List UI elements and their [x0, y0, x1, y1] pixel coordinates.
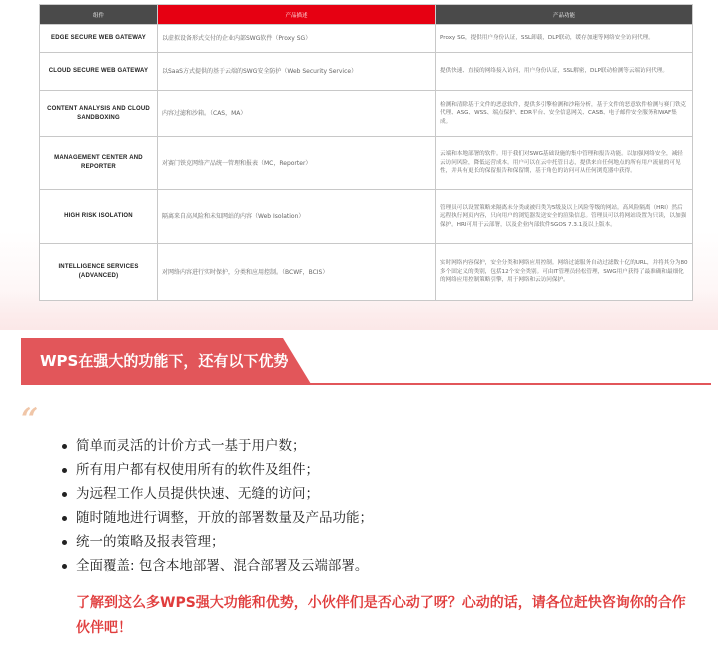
component-function: 管理员可以设置策略来隔离未分类或被归类为5级及以上风险等级的网站。高风险隔离（HRI）然后远程执行网页内容，只向用户的浏览器发送安全的渲染信息。管理员可以将网站设置为只读，以加强保护。HRI可用于云部署，以及企业内部软件SGOS 7.3.1及以上版本。 — [436, 190, 693, 244]
product-table — [39, 4, 693, 301]
list-item: 随时随地进行调整，开放的部署数量及产品功能； — [62, 508, 373, 532]
component-description: 内容过滤和沙箱。（CAS，MA） — [158, 91, 436, 137]
table-header-row — [40, 5, 693, 25]
table-row — [40, 137, 693, 190]
header-function: 产品功能 — [436, 5, 693, 25]
component-description: 对网络内容进行实时保护，分类和应用控制。（BCWF，BCIS） — [158, 244, 436, 301]
component-name: CLOUD SECURE WEB GATEWAY — [40, 53, 158, 91]
component-function: 云端和本地部署的软件。用于我们对SWG基础设施的集中管理和报告功能。以加强网络安全，减轻云访问风险，降低运营成本。用户可以在云中托管日志，提供来自任何地点的所有用户流量的可见性，并具有更长的保留报告和保留期，基于角色的访问可从任何浏览器中获得。 — [436, 137, 693, 190]
component-function: Proxy SG，提供用户身份认证，SSL卸载，DLP联动，缓存加速等网络安全访问代理。 — [436, 25, 693, 53]
table-row — [40, 53, 693, 91]
table-row — [40, 91, 693, 137]
component-description: 以SaaS方式提供的基于云端的SWG安全防护（Web Security Service） — [158, 53, 436, 91]
list-item: 统一的策略及报表管理； — [62, 532, 373, 556]
component-name: HIGH RISK ISOLATION — [40, 190, 158, 244]
component-description: 对赛门铁克网络产品统一管理和报表（MC，Reporter） — [158, 137, 436, 190]
quote-mark-icon: “ — [21, 402, 39, 437]
component-name: INTELLIGENCE SERVICES (ADVANCED) — [40, 244, 158, 301]
component-description: 以虚拟设备形式交付的企业内部SWG软件（Proxy SG） — [158, 25, 436, 53]
component-function: 实时网络内容保护，安全分类和网络应用控制。网络过滤服务自动过滤数十亿的URL，并将其分为80多个固定义的类别，包括12个安全类别。可由IT管理员轻松管理，SWG用户获得了最准确和最细化的网络应用控制策略引擎，用于网络和云访问保护。 — [436, 244, 693, 301]
component-function: 提供快速、直接的网络接入访问，用户身份认证，SSL解密，DLP联动检测等云端访问代理。 — [436, 53, 693, 91]
header-component: 组件 — [40, 5, 158, 25]
list-item: 全面覆盖: 包含本地部署、混合部署及云端部署。 — [62, 556, 373, 580]
advantages-list — [62, 436, 373, 580]
component-name: EDGE SECURE WEB GATEWAY — [40, 25, 158, 53]
component-name: CONTENT ANALYSIS AND CLOUD SANDBOXING — [40, 91, 158, 137]
table-row — [40, 244, 693, 301]
component-description: 隔离来自高风险和未知网站的内容（Web Isolation） — [158, 190, 436, 244]
section-title: WPS在强大的功能下，还有以下优势 — [40, 352, 289, 370]
call-to-action: 了解到这么多WPS强大功能和优势，小伙伴们是否心动了呀？心动的话，请各位赶快咨询你的合作伙伴吧！ — [76, 595, 686, 636]
table-row — [40, 25, 693, 53]
list-item: 所有用户都有权使用所有的软件及组件； — [62, 460, 373, 484]
section-divider — [21, 383, 711, 385]
component-function: 检测和清除基于文件的恶意软件，提供多引擎检测和沙箱分析，基于文件的恶意软件检测与赛门铁克代理、ASG、WSS、端点保护、EDR平台、安全信息网关、CASB、电子邮件安全服务和WAF集成。 — [436, 91, 693, 137]
component-name: MANAGEMENT CENTER AND REPORTER — [40, 137, 158, 190]
list-item: 为远程工作人员提供快速、无缝的访问； — [62, 484, 373, 508]
list-item: 简单而灵活的计价方式一基于用户数； — [62, 436, 373, 460]
header-description: 产品描述 — [158, 5, 436, 25]
table-row — [40, 190, 693, 244]
